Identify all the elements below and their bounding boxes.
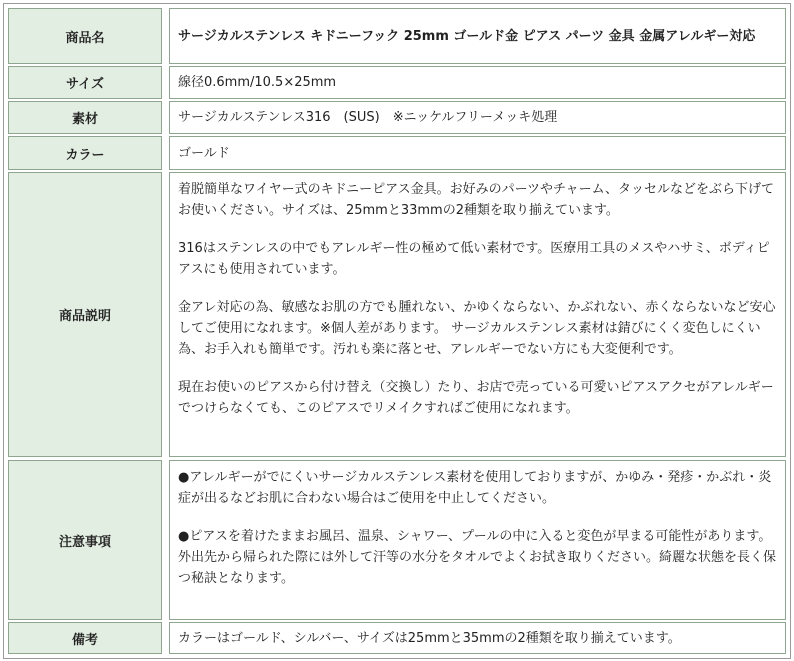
row-material [8,101,786,134]
description-value [169,172,786,457]
row-size [8,66,786,99]
material-value: サージカルステンレス316 (SUS) ※ニッケルフリーメッキ処理 [169,101,786,134]
material-header: 素材 [8,101,162,134]
size-value: 線径0.6mm/10.5×25mm [169,66,786,99]
description-header: 商品説明 [8,172,162,457]
cautions-value [169,460,786,620]
row-description [8,172,786,457]
description-paragraph: 現在お使いのピアスから付け替え（交換し）たり、お店で売っている可愛いピアスアクセがアレルギーでつけらなくても、このピアスでリメイクすればご使用になれます。 [178,380,774,416]
product-spec-table [3,3,791,659]
description-paragraph: 316はステンレスの中でもアレルギー性の極めて低い素材です。医療用工具のメスやハサミ、ボディピアスにも使用されています。 [178,241,770,277]
product-name-header: 商品名 [8,8,162,64]
product-name-value: サージカルステンレス キドニーフック 25mm ゴールド金 ピアス パーツ 金具 金属アレルギー対応 [169,8,786,64]
row-product-name [8,8,786,64]
row-color [8,136,786,170]
cautions-header: 注意事項 [8,460,162,620]
row-cautions [8,460,786,620]
color-header: カラー [8,136,162,170]
caution-paragraph: ●ピアスを着けたままお風呂、温泉、シャワー、プールの中に入ると変色が早まる可能性があります。外出先から帰られた際には外して汗等の水分をタオルでよくお拭き取りください。綺麗な状態を長く保つ秘訣となります。 [178,529,777,586]
row-remarks [8,622,786,654]
remarks-header: 備考 [8,622,162,654]
color-value: ゴールド [169,136,786,170]
caution-paragraph: ●アレルギーがでにくいサージカルステンレス素材を使用しておりますが、かゆみ・発疹・かぶれ・炎症が出るなどお肌に合わない場合はご使用を中止してください。 [178,470,772,506]
size-header: サイズ [8,66,162,99]
description-paragraph: 着脱簡単なワイヤー式のキドニーピアス金具。お好みのパーツやチャーム、タッセルなどをぶら下げてお使いください。サイズは、25mmと33mmの2種類を取り揃えています。 [178,182,775,218]
remarks-value: カラーはゴールド、シルバー、サイズは25mmと35mmの2種類を取り揃えています。 [169,622,786,654]
description-paragraph: 金アレ対応の為、敏感なお肌の方でも腫れない、かゆくならない、かぶれない、赤くならないなど安心してご使用になれます。※個人差があります。 サージカルステンレス素材は錆びにくく変色しにくい為、お手入れも簡単です。汚れも楽に落とせ、アレルギーでない方にも大変便利です。 [178,300,776,357]
